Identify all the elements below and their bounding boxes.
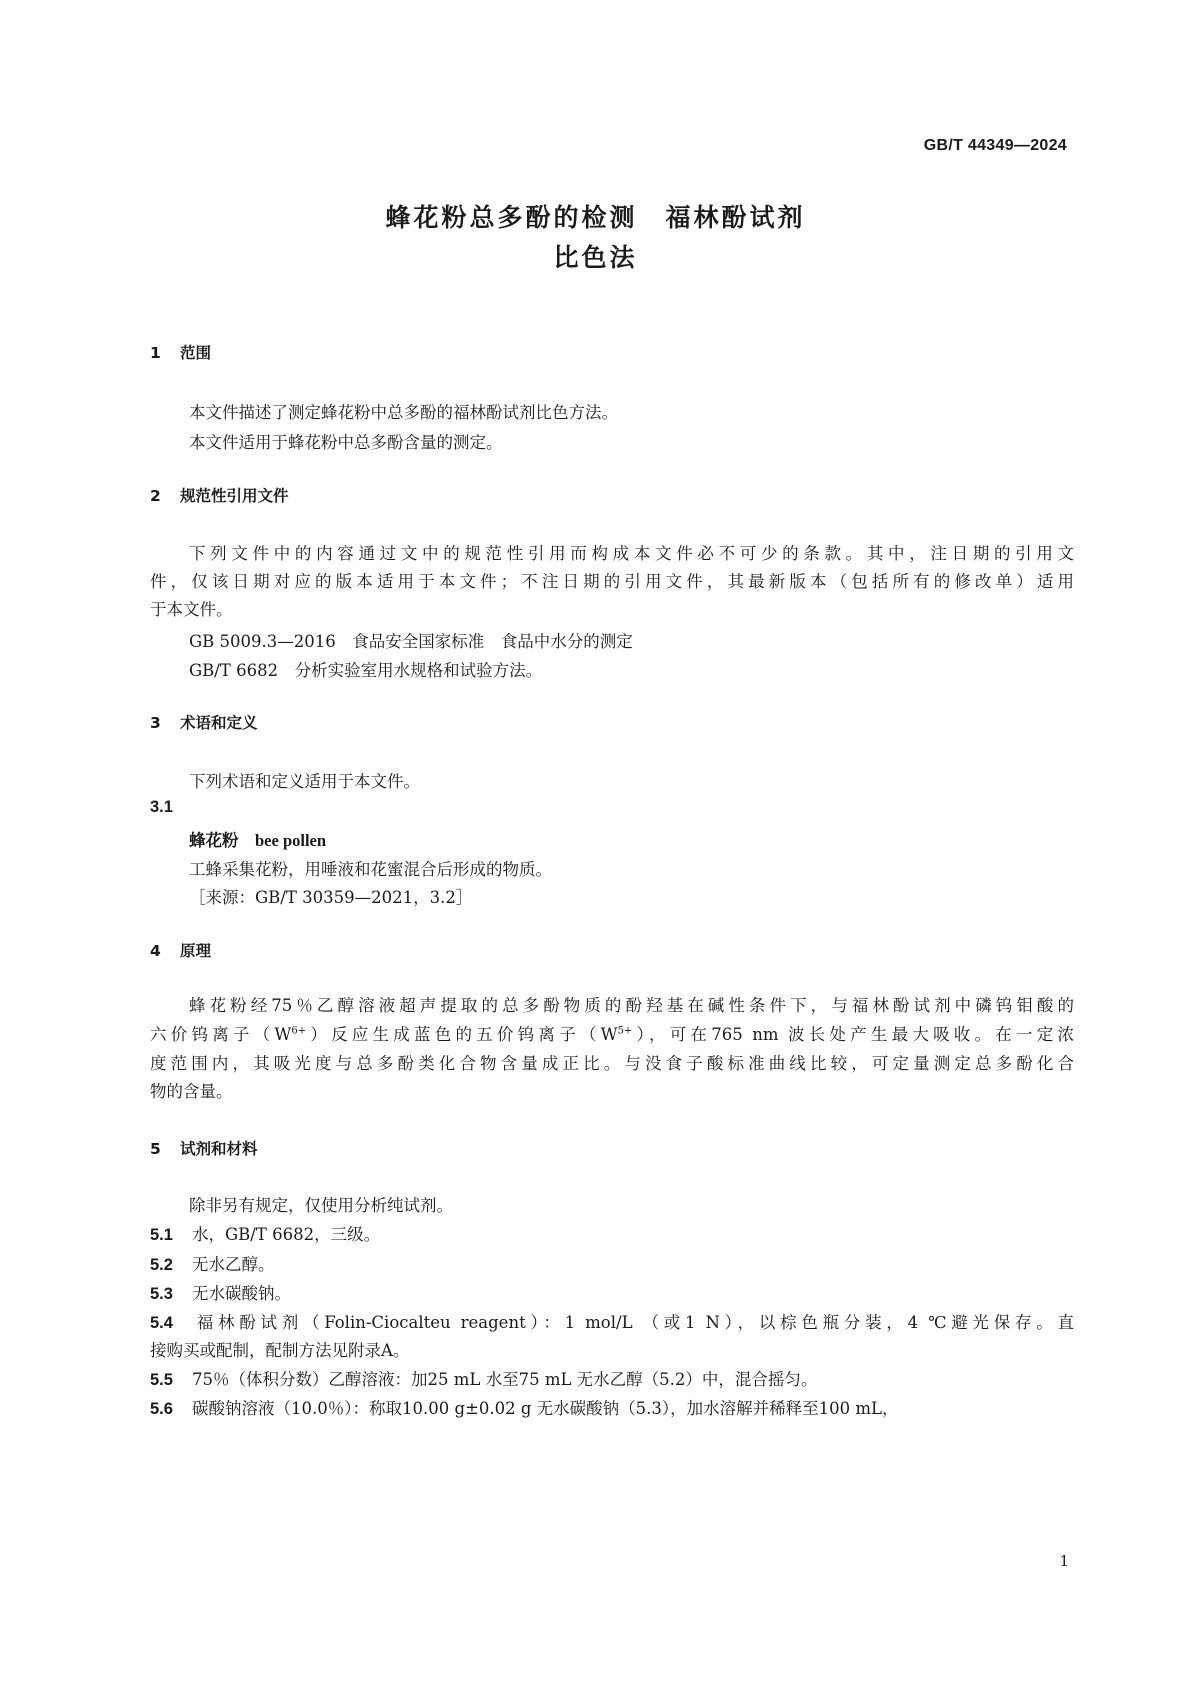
subclause-number [150, 797, 192, 817]
paragraph-line: 下列文件中的内容通过文中的规范性引用而构成本文件必不可少的条款。其中，注日期的引用文 [189, 544, 1074, 563]
page-number: 1 [1059, 1552, 1069, 1570]
section-heading-normative-references [150, 484, 289, 506]
reagent-number: 5.3 [150, 1285, 173, 1303]
section-title: 范围 [180, 344, 212, 362]
reagent-item [150, 1366, 817, 1390]
section-number: 5 [150, 1140, 161, 1158]
reagent-number: 5.2 [150, 1256, 173, 1274]
section-number: 2 [150, 487, 161, 505]
text-run: ）反应生成蓝色的五价钨离子（W [306, 1025, 618, 1044]
paragraph-line: 件，仅该日期对应的版本适用于本文件；不注日期的引用文件，其最新版本（包括所有的修改单）适用 [150, 572, 1074, 591]
reagent-number: 5.6 [150, 1400, 173, 1418]
paragraph-line: 度范围内，其吸光度与总多酚类化合物含量成正比。与没食子酸标准曲线比较，可定量测定总多酚化合 [150, 1054, 1074, 1073]
reagent-text: 无水碳酸钠。 [192, 1284, 291, 1303]
standard-number: GB/T 44349—2024 [923, 137, 1067, 154]
paragraph-line: 蜂花粉经75％乙醇溶液超声提取的总多酚物质的酚羟基在碱性条件下，与福林酚试剂中磷钨钼酸的 [189, 996, 1074, 1015]
reagent-item [150, 1251, 275, 1275]
section-title: 术语和定义 [180, 714, 258, 732]
reagent-text: 福林酚试剂（Folin-Ciocalteu reagent）：1 mol/L （或1 N），以棕色瓶分装，4 ℃避光保存。直 [192, 1313, 1074, 1332]
paragraph-line: 物的含量。 [150, 1082, 233, 1101]
reagent-number: 5.4 [150, 1314, 173, 1332]
reagent-item [150, 1309, 1074, 1333]
section-number: 4 [150, 942, 161, 960]
superscript: 5+ [617, 1025, 633, 1037]
term-definition: 工蜂采集花粉，用唾液和花蜜混合后形成的物质。 [189, 860, 552, 879]
paragraph: 本文件描述了测定蜂花粉中总多酚的福林酚试剂比色方法。 [189, 403, 618, 422]
term-english: bee pollen [255, 831, 327, 850]
reference-item: GB/T 6682 分析实验室用水规格和试验方法。 [189, 661, 543, 680]
term-source: ［来源：GB/T 30359—2021，3.2］ [189, 888, 473, 907]
text-run: 六价钨离子（W [150, 1025, 292, 1044]
reagent-number: 5.5 [150, 1371, 173, 1389]
reagent-text: 水，GB/T 6682，三级。 [192, 1225, 381, 1244]
reference-item: GB 5009.3—2016 食品安全国家标准 食品中水分的测定 [189, 632, 633, 651]
section-heading-terms [150, 711, 258, 733]
section-heading-scope [150, 341, 211, 363]
reagent-text: 碳酸钠溶液（10.0％）：称取10.00 g±0.02 g 无水碳酸钠（5.3），加水溶解并稀释至100 mL， [192, 1399, 899, 1418]
section-number: 3 [150, 714, 161, 732]
section-title: 原理 [180, 942, 212, 960]
section-title: 规范性引用文件 [180, 487, 289, 505]
section-number: 1 [150, 344, 161, 362]
paragraph: 下列术语和定义适用于本文件。 [189, 772, 420, 791]
paragraph-line: 于本文件。 [150, 600, 233, 619]
reagent-number: 5.1 [150, 1226, 173, 1244]
section-heading-reagents [150, 1137, 258, 1159]
paragraph: 除非另有规定，仅使用分析纯试剂。 [189, 1196, 453, 1215]
superscript: 6+ [291, 1025, 307, 1037]
term-chinese: 蜂花粉 [189, 831, 239, 850]
reagent-item-continuation: 接购买或配制，配制方法见附录A。 [150, 1341, 410, 1360]
reagent-item [150, 1221, 380, 1245]
section-title: 试剂和材料 [180, 1140, 258, 1158]
text-run: ），可在765 nm 波长处产生最大吸收。在一定浓 [632, 1025, 1074, 1044]
paragraph-line [150, 1019, 1074, 1051]
reagent-item [150, 1280, 291, 1304]
section-heading-principle [150, 939, 211, 961]
reagent-text: 75％（体积分数）乙醇溶液：加25 mL 水至75 mL 无水乙醇（5.2）中，混合摇匀。 [192, 1370, 818, 1389]
reagent-text: 无水乙醇。 [192, 1255, 275, 1274]
document-title-line1: 蜂花粉总多酚的检测 福林酚试剂 [385, 203, 806, 232]
term-entry [189, 827, 326, 851]
reagent-item [150, 1395, 898, 1419]
paragraph: 本文件适用于蜂花粉中总多酚含量的测定。 [189, 433, 503, 452]
subclause-number-text: 3.1 [150, 798, 173, 816]
document-title-line2: 比色法 [553, 243, 638, 272]
